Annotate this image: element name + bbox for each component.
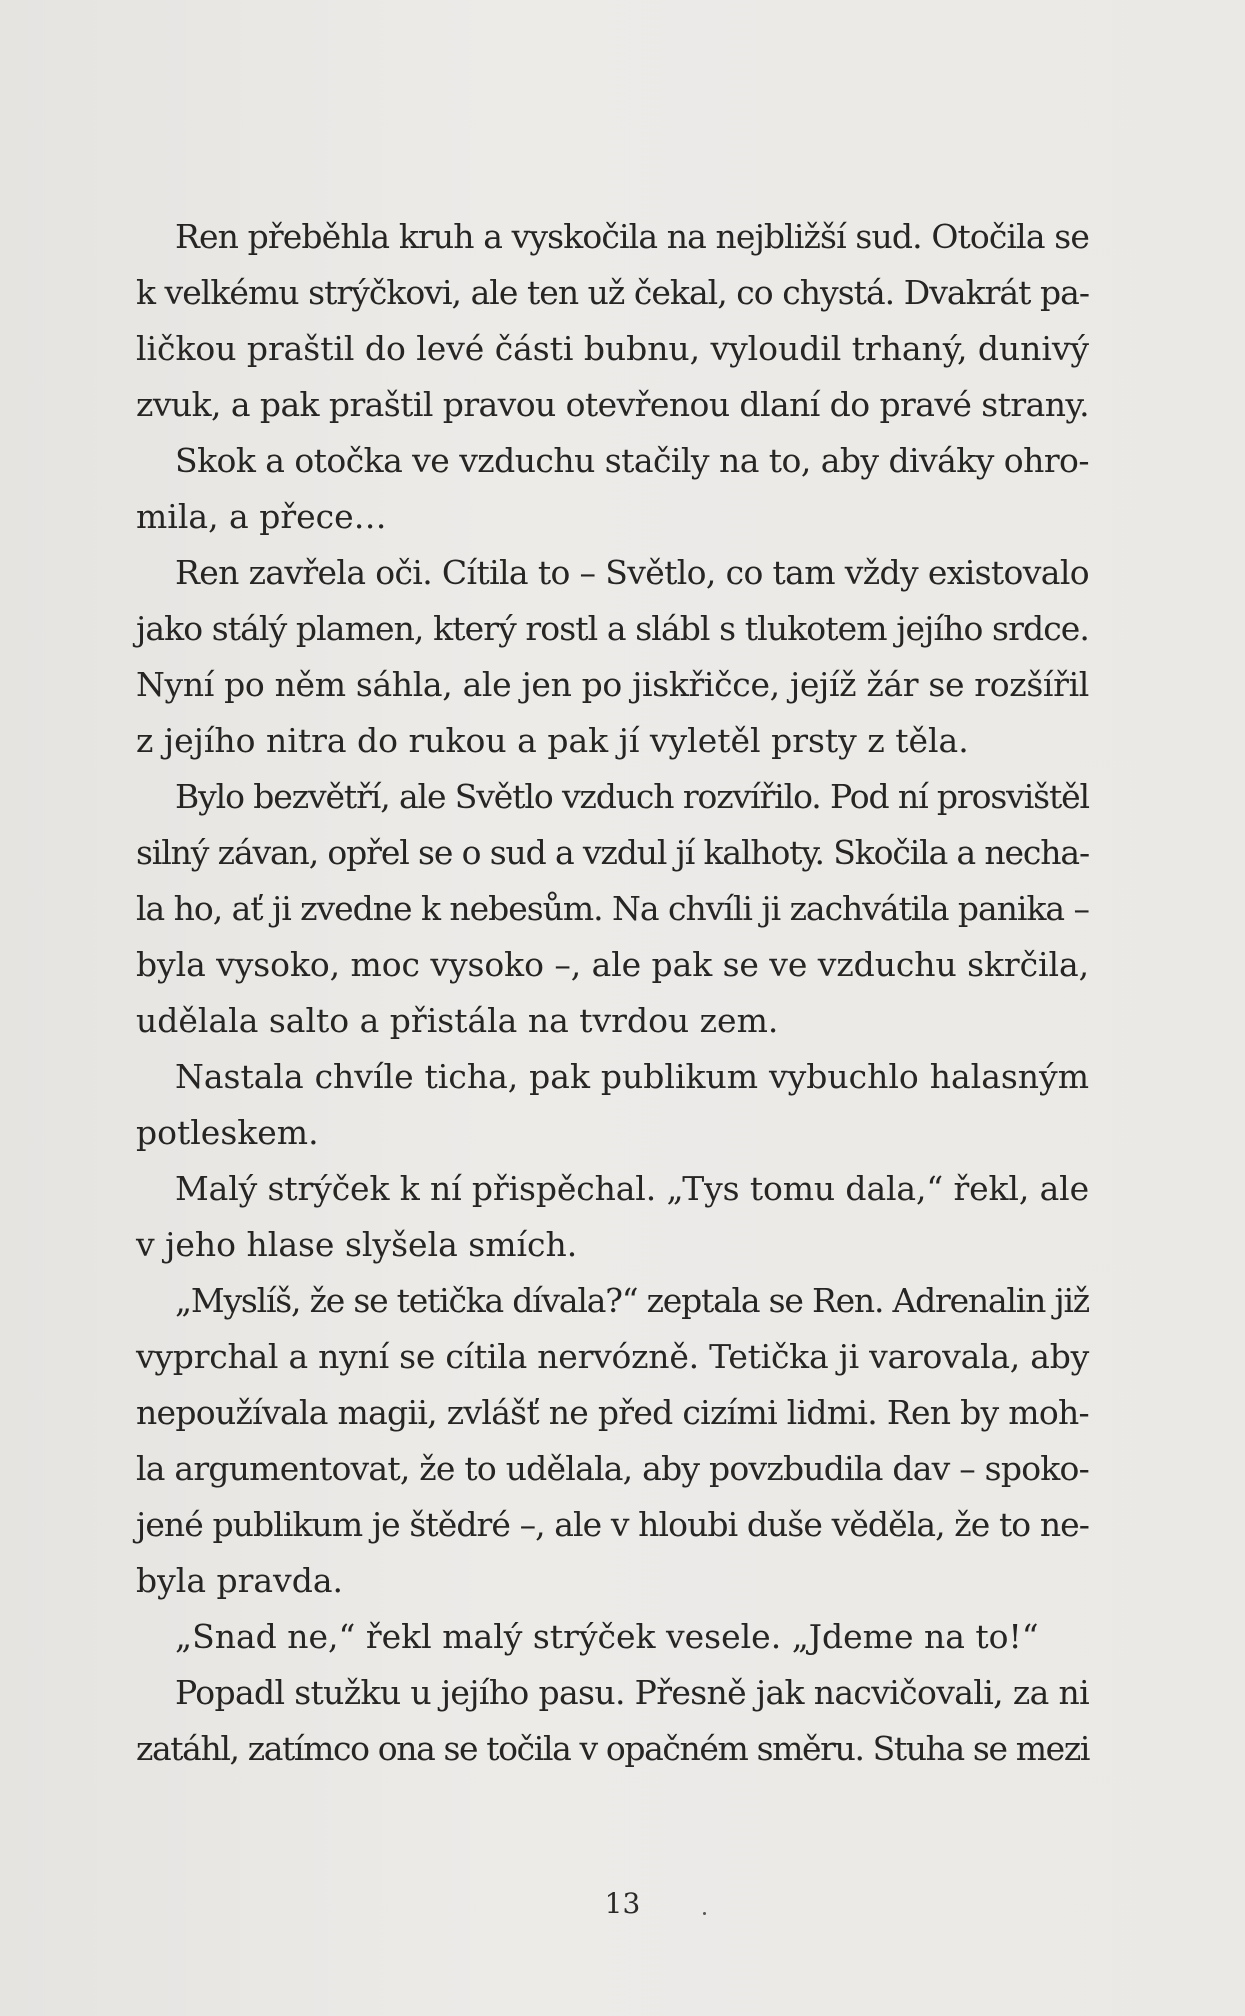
text-line: udělala salto a přistála na tvrdou zem. [136, 1001, 779, 1040]
text-line: Ren zavřela oči. Cítila to – Světlo, co tam vždy existovalo [175, 553, 1089, 592]
page-speck [703, 1912, 706, 1915]
text-line: Bylo bezvětří, ale Světlo vzduch rozvířilo. Pod ní prosvištěl [175, 777, 1089, 816]
body-text [136, 209, 1089, 1777]
text-line: la ho, ať ji zvedne k nebesům. Na chvíli ji zachvátila panika – [136, 889, 1089, 928]
text-line: Nastala chvíle ticha, pak publikum vybuchlo halasným [175, 1057, 1089, 1096]
text-line: Nyní po něm sáhla, ale jen po jiskřičce, jejíž žár se rozšířil [136, 665, 1090, 704]
text-line: k velkému strýčkovi, ale ten už čekal, co chystá. Dvakrát pa- [136, 273, 1089, 312]
text-line: ličkou praštil do levé části bubnu, vyloudil trhaný, dunivý [136, 329, 1090, 368]
text-line: jako stálý plamen, který rostl a slábl s tlukotem jejího srdce. [136, 609, 1089, 648]
text-line: nepoužívala magii, zvlášť ne před cizími lidmi. Ren by moh- [136, 1393, 1089, 1432]
text-line: silný závan, opřel se o sud a vzdul jí kalhoty. Skočila a necha- [136, 833, 1089, 872]
text-line: vyprchal a nyní se cítila nervózně. Tetička ji varovala, aby [136, 1337, 1089, 1376]
text-line: Skok a otočka ve vzduchu stačily na to, aby diváky ohro- [175, 441, 1089, 480]
text-line: zvuk, a pak praštil pravou otevřenou dlaní do pravé strany. [136, 385, 1089, 424]
text-line: Malý strýček k ní přispěchal. „Tys tomu dala,“ řekl, ale [175, 1169, 1090, 1208]
text-line: la argumentovat, že to udělala, aby povzbudila dav – spoko- [136, 1449, 1090, 1488]
text-line: „Myslíš, že se tetička dívala?“ zeptala se Ren. Adrenalin již [175, 1281, 1089, 1320]
text-line: mila, a přece… [136, 497, 387, 536]
text-line: v jeho hlase slyšela smích. [136, 1225, 578, 1264]
text-line: Ren přeběhla kruh a vyskočila na nejbližší sud. Otočila se [175, 217, 1089, 256]
text-line: potleskem. [136, 1113, 319, 1152]
text-line: zatáhl, zatímco ona se točila v opačném směru. Stuha se mezi [136, 1729, 1089, 1768]
text-line: jené publikum je štědré –, ale v hloubi duše věděla, že to ne- [136, 1505, 1089, 1544]
text-line: Popadl stužku u jejího pasu. Přesně jak nacvičovali, za ni [175, 1673, 1089, 1712]
page-number: 13 [604, 1887, 641, 1920]
text-line: „Snad ne,“ řekl malý strýček vesele. „Jdeme na to!“ [175, 1617, 1039, 1656]
text-line: z jejího nitra do rukou a pak jí vyletěl prsty z těla. [136, 721, 969, 760]
text-line: byla vysoko, moc vysoko –, ale pak se ve vzduchu skrčila, [136, 945, 1089, 984]
text-line: byla pravda. [136, 1561, 343, 1600]
